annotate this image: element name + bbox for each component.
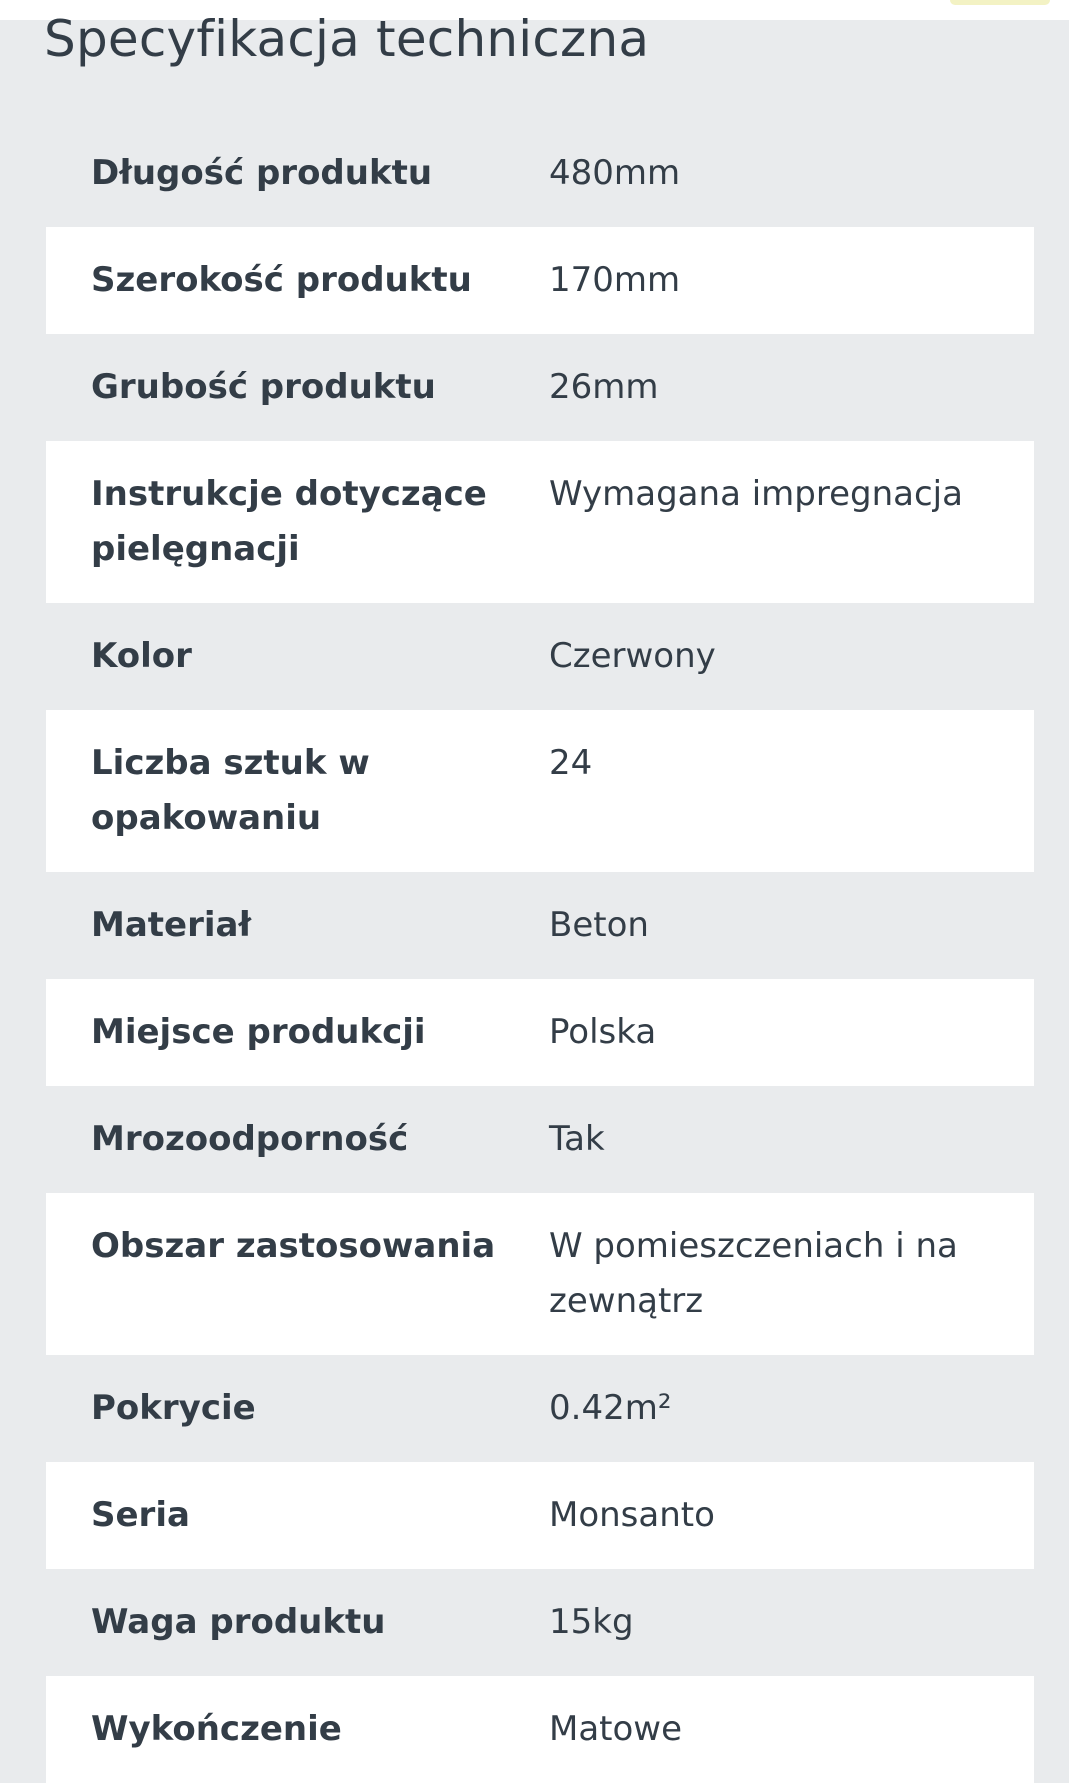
spec-label: Szerokość produktu bbox=[91, 260, 472, 300]
spec-value: Czerwony bbox=[549, 636, 716, 676]
spec-label: Długość produktu bbox=[91, 153, 433, 193]
spec-label: Materiał bbox=[91, 905, 252, 945]
spec-row-width bbox=[46, 227, 1034, 334]
spec-value: Polska bbox=[549, 1012, 657, 1052]
section-title: Specyfikacja techniczna bbox=[44, 10, 650, 68]
spec-row-finish bbox=[46, 1676, 1034, 1783]
spec-row-series bbox=[46, 1462, 1034, 1569]
spec-value: 170mm bbox=[549, 260, 681, 300]
spec-row-pieces-per-pack bbox=[46, 710, 1034, 872]
spec-label: Waga produktu bbox=[91, 1602, 386, 1642]
spec-value: 480mm bbox=[549, 153, 681, 193]
header-accent-button-edge[interactable] bbox=[950, 0, 1050, 5]
spec-label: Pokrycie bbox=[91, 1388, 256, 1428]
spec-row-color bbox=[46, 603, 1034, 710]
spec-value: W pomieszczeniach i na zewnątrz bbox=[549, 1226, 958, 1321]
spec-label: Seria bbox=[91, 1495, 190, 1535]
spec-row-thickness bbox=[46, 334, 1034, 441]
spec-value: Matowe bbox=[549, 1709, 683, 1749]
spec-label: Wykończenie bbox=[91, 1709, 342, 1749]
spec-value: 0.42m² bbox=[549, 1388, 672, 1428]
spec-table bbox=[46, 120, 1034, 1783]
spec-row-length bbox=[46, 120, 1034, 227]
spec-row-care-instructions bbox=[46, 441, 1034, 603]
spec-row-coverage bbox=[46, 1355, 1034, 1462]
spec-value: 15kg bbox=[549, 1602, 634, 1642]
spec-label: Grubość produktu bbox=[91, 367, 436, 407]
spec-row-material bbox=[46, 872, 1034, 979]
spec-value: Tak bbox=[549, 1119, 605, 1159]
spec-value: 26mm bbox=[549, 367, 659, 407]
spec-value: Wymagana impregnacja bbox=[549, 474, 963, 514]
spec-row-application-area bbox=[46, 1193, 1034, 1355]
bottom-fade bbox=[0, 1655, 1069, 1670]
spec-label: Liczba sztuk w opakowaniu bbox=[91, 743, 370, 838]
spec-row-origin bbox=[46, 979, 1034, 1086]
spec-value: Monsanto bbox=[549, 1495, 715, 1535]
spec-value: Beton bbox=[549, 905, 649, 945]
spec-label: Miejsce produkcji bbox=[91, 1012, 426, 1052]
spec-row-frost-resistance bbox=[46, 1086, 1034, 1193]
spec-label: Instrukcje dotyczące pielęgnacji bbox=[91, 474, 487, 569]
spec-label: Mrozoodporność bbox=[91, 1119, 409, 1159]
spec-value: 24 bbox=[549, 743, 593, 783]
spec-label: Kolor bbox=[91, 636, 192, 676]
spec-label: Obszar zastosowania bbox=[91, 1226, 496, 1266]
